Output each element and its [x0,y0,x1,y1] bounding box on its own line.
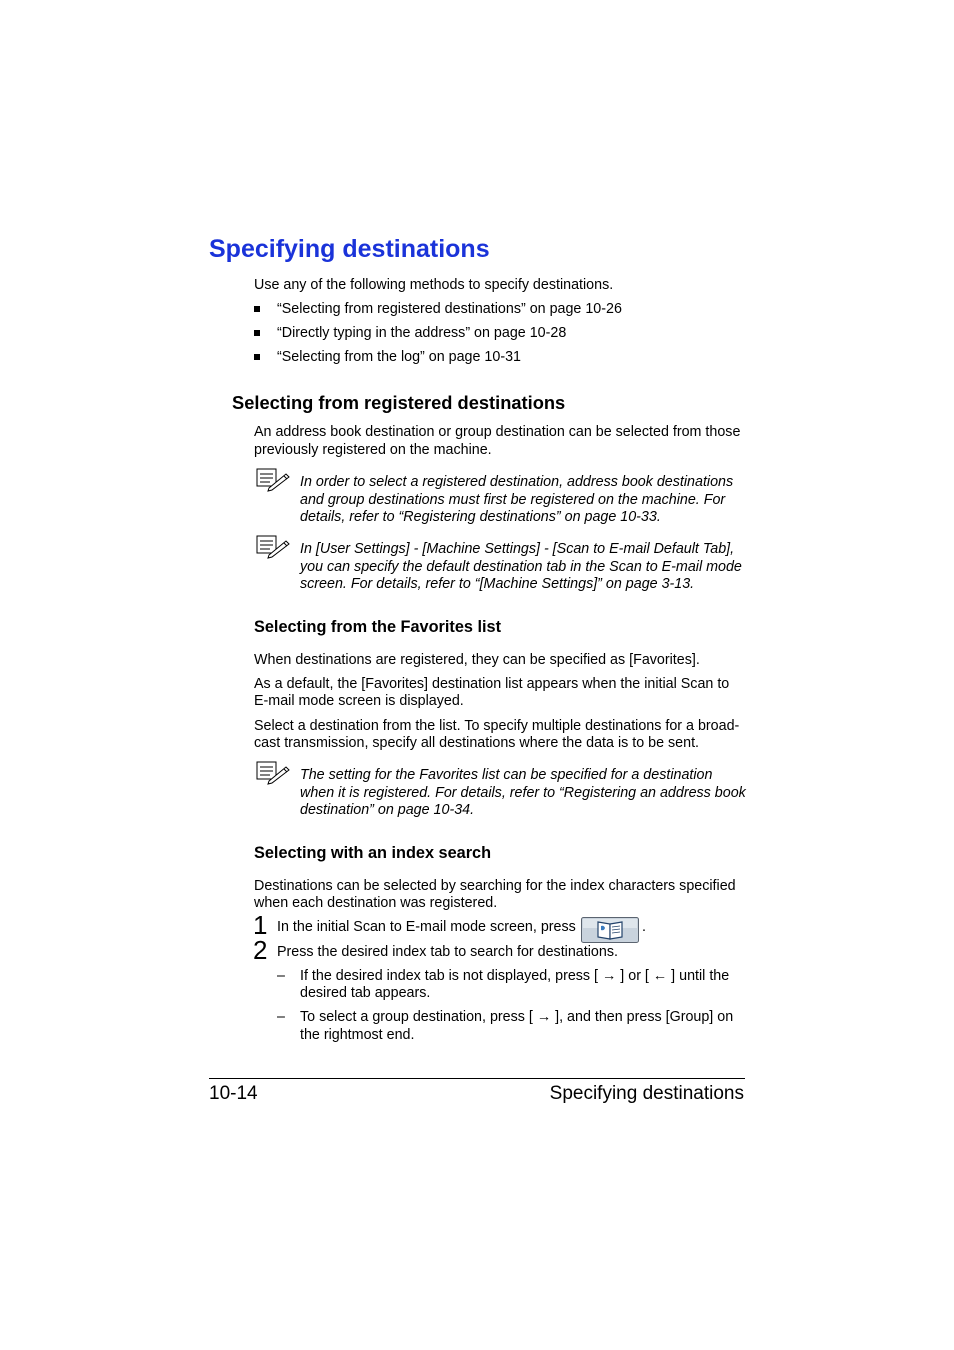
note-pencil-icon [256,468,290,492]
sub-item-line: If the desired index tab is not displayed, press [ → ] or [ ← ] until the [300,968,730,984]
note-line: and group destinations must first be registered on the machine. For [300,492,726,508]
footer-rule [209,1078,745,1079]
note-pencil-icon [256,535,290,559]
intro-text: Use any of the following methods to specify destinations. [254,277,614,293]
paragraph-line: when each destination was registered. [254,895,498,911]
arrow-left-icon: ← [652,968,668,984]
paragraph-line: E-mail mode screen is displayed. [254,693,464,709]
step-number: 2 [253,935,268,965]
section-heading-index-search: Selecting with an index search [254,844,492,862]
step-text-end: . [642,919,646,935]
note-line: In [User Settings] - [Machine Settings] - [Scan to E-mail Default Tab], [300,541,735,557]
note-line: In order to select a registered destination, address book destinations [300,474,734,490]
note-pencil-icon [256,761,290,785]
paragraph-line: An address book destination or group destination can be selected from those [254,424,741,440]
step-text: In the initial Scan to E-mail mode screen, press [277,919,576,935]
bullet-marker [254,330,260,336]
bullet-item: “Directly typing in the address” on page 10-28 [277,325,567,341]
page-title: Specifying destinations [209,235,490,263]
sub-item-line: desired tab appears. [300,985,431,1001]
sub-item-line: To select a group destination, press [ → ], and then press [Group] on [300,1009,734,1025]
bullet-item: “Selecting from registered destinations” on page 10-26 [277,301,622,317]
footer-section-title: Specifying destinations [549,1083,744,1104]
bullet-item: “Selecting from the log” on page 10-31 [277,349,521,365]
step-text: Press the desired index tab to search for destinations. [277,944,618,960]
paragraph-line: As a default, the [Favorites] destination list appears when the initial Scan to [254,676,730,692]
arrow-right-icon: → [536,1009,552,1025]
bullet-marker [254,306,260,312]
section-heading-registered: Selecting from registered destinations [232,392,566,413]
sub-item-dash: – [277,968,285,984]
paragraph-line: Destinations can be selected by searching for the index characters specified [254,878,736,894]
note-line: destination” on page 10-34. [300,802,475,818]
sub-item-dash: – [277,1009,285,1025]
note-line: you can specify the default destination tab in the Scan to E-mail mode [300,559,742,575]
page-number: 10-14 [209,1083,258,1104]
note-line: when it is registered. For details, refer to “Registering an address book [300,785,746,801]
paragraph-line: When destinations are registered, they can be specified as [Favorites]. [254,652,700,668]
note-line: details, refer to “Registering destinations” on page 10-33. [300,509,661,525]
paragraph-line: cast transmission, specify all destinations where the data is to be sent. [254,735,700,751]
step-number: 1 [253,910,268,940]
paragraph-line: Select a destination from the list. To specify multiple destinations for a broad- [254,718,740,734]
address-book-key-icon [581,917,639,943]
sub-item-line: the rightmost end. [300,1027,415,1043]
arrow-right-icon: → [602,968,617,984]
bullet-marker [254,354,260,360]
section-heading-favorites: Selecting from the Favorites list [254,618,501,636]
note-line: The setting for the Favorites list can be specified for a destination [300,767,713,783]
paragraph-line: previously registered on the machine. [254,442,492,458]
note-line: screen. For details, refer to “[Machine Settings]” on page 3-13. [300,576,695,592]
